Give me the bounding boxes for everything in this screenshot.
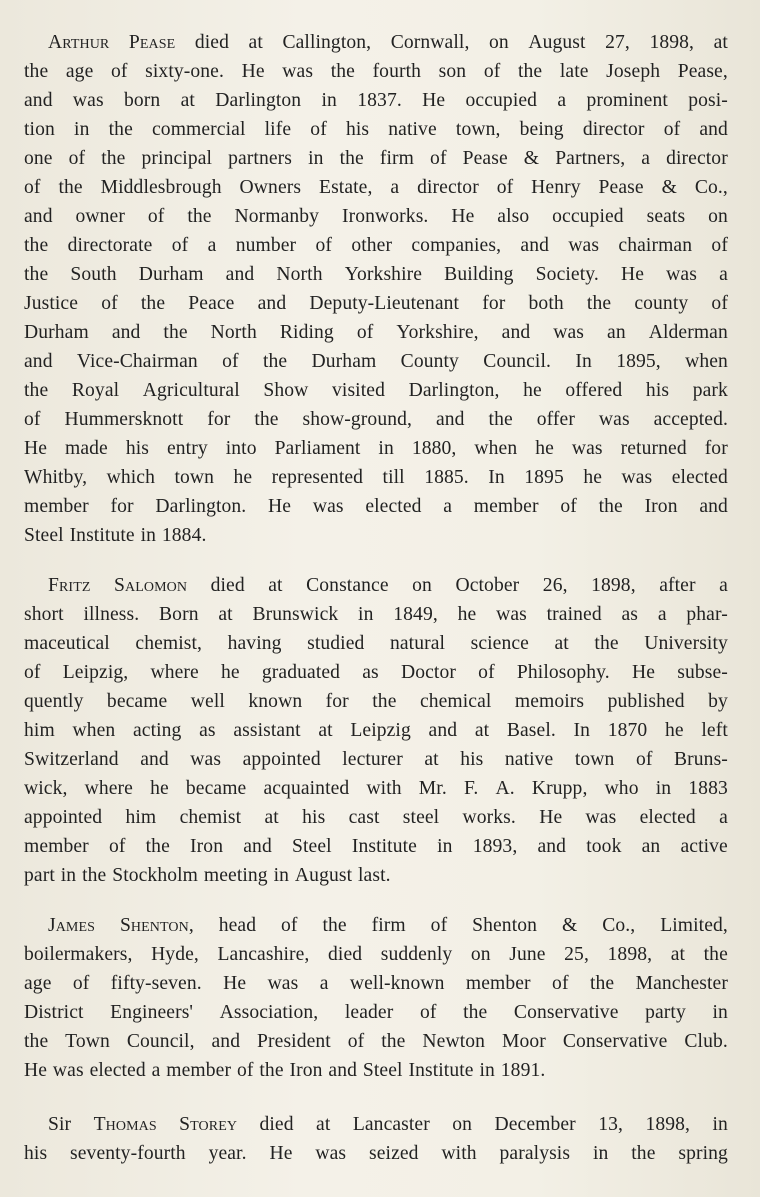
- text-line: Durham and the North Riding of Yorkshire, and was an Alderman: [24, 322, 728, 343]
- text-line: of Hummersknott for the show-ground, and the offer was accepted.: [24, 409, 728, 430]
- text-line: boilermakers, Hyde, Lancashire, died suddenly on June 25, 1898, at the: [24, 944, 728, 965]
- obituary-arthur-pease: [24, 28, 728, 550]
- text-line: the Royal Agricultural Show visited Darlington, he offered his park: [24, 380, 728, 401]
- text-line: the directorate of a number of other companies, and was chairman of: [24, 235, 728, 256]
- obituary-fritz-salomon: [24, 571, 728, 890]
- text-line: He made his entry into Parliament in 1880, when he was returned for: [24, 438, 728, 459]
- text-line: part in the Stockholm meeting in August last.: [24, 865, 391, 886]
- text-line: the Town Council, and President of the Newton Moor Conservative Club.: [24, 1031, 728, 1052]
- text-line: He was elected a member of the Iron and Steel Institute in 1891.: [24, 1060, 546, 1081]
- text-line: of the Middlesbrough Owners Estate, a director of Henry Pease & Co.,: [24, 177, 728, 198]
- text-line: Justice of the Peace and Deputy-Lieutenant for both the county of: [24, 293, 728, 314]
- text-line: quently became well known for the chemical memoirs published by: [24, 691, 728, 712]
- text-line: his seventy-fourth year. He was seized with paralysis in the spring: [24, 1143, 728, 1164]
- text-line: Switzerland and was appointed lecturer at his native town of Bruns-: [24, 749, 728, 770]
- text-line: short illness. Born at Brunswick in 1849, he was trained as a phar-: [24, 604, 728, 625]
- text-line: the age of sixty-one. He was the fourth son of the late Joseph Pease,: [24, 61, 728, 82]
- text-line: Arthur Pease died at Callington, Cornwall, on August 27, 1898, at: [48, 32, 728, 53]
- text-line: Steel Institute in 1884.: [24, 525, 207, 546]
- text-line: Sir Thomas Storey died at Lancaster on December 13, 1898, in: [48, 1114, 728, 1135]
- text-line: and Vice-Chairman of the Durham County Council. In 1895, when: [24, 351, 728, 372]
- text-line: wick, where he became acquainted with Mr. F. A. Krupp, who in 1883: [24, 778, 728, 799]
- text-line: member for Darlington. He was elected a member of the Iron and: [24, 496, 728, 517]
- text-line: and was born at Darlington in 1837. He occupied a prominent posi-: [24, 90, 728, 111]
- text-line: James Shenton, head of the firm of Shenton & Co., Limited,: [48, 915, 728, 936]
- text-line: the South Durham and North Yorkshire Building Society. He was a: [24, 264, 728, 285]
- text-line: him when acting as assistant at Leipzig and at Basel. In 1870 he left: [24, 720, 728, 741]
- text-line: of Leipzig, where he graduated as Doctor of Philosophy. He subse-: [24, 662, 728, 683]
- text-line: age of fifty-seven. He was a well-known member of the Manchester: [24, 973, 728, 994]
- text-line: one of the principal partners in the firm of Pease & Partners, a director: [24, 148, 728, 169]
- text-line: Fritz Salomon died at Constance on October 26, 1898, after a: [48, 575, 728, 596]
- text-line: and owner of the Normanby Ironworks. He also occupied seats on: [24, 206, 728, 227]
- text-line: Whitby, which town he represented till 1885. In 1895 he was elected: [24, 467, 728, 488]
- text-line: maceutical chemist, having studied natural science at the University: [24, 633, 728, 654]
- text-line: District Engineers' Association, leader of the Conservative party in: [24, 1002, 728, 1023]
- obituary-james-shenton: [24, 911, 728, 1085]
- text-line: tion in the commercial life of his native town, being director of and: [24, 119, 728, 140]
- text-line: appointed him chemist at his cast steel works. He was elected a: [24, 807, 728, 828]
- obituary-thomas-storey: [24, 1110, 728, 1168]
- text-line: member of the Iron and Steel Institute in 1893, and took an active: [24, 836, 728, 857]
